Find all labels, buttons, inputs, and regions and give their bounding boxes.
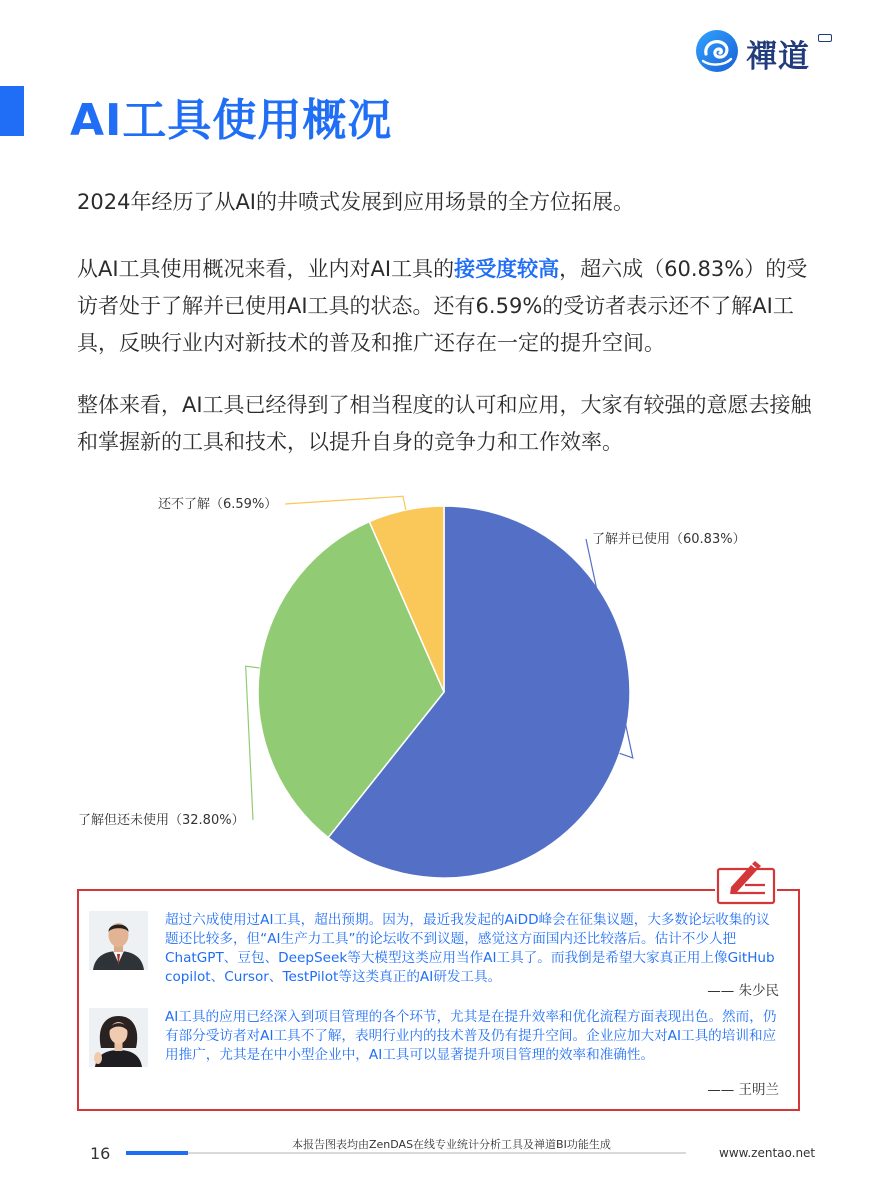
footer-note: 本报告图表均由ZenDAS在线专业统计分析工具及禅道BI功能生成 [292,1138,611,1151]
logo-cloud-icon [694,28,740,74]
pen-note-icon [715,859,777,907]
quote-text: 超过六成使用过AI工具，超出预期。因为，最近我发起的AiDD峰会在征集议题，大多数论坛收集的议题还比较多，但“AI生产力工具”的论坛收不到议题，感觉这方面国内还比较落后。估计不少人把ChatGPT、豆包、DeepSeek等大模型这类应用当作AI工具了。而我倒是希望大家真正用上像GitHub copilot、Cursor、TestPilot等这类真正的AI研发工具。 [165,912,775,985]
pie-chart [0,480,876,880]
avatar-wang [89,1008,148,1067]
quote-author: —— 王明兰 [707,1082,779,1098]
pie-slice-label: 还不了解（6.59%） [158,497,278,512]
person-male-icon [89,911,148,970]
paragraph-usage-highlight: 接受度较高 [454,257,560,281]
quote-author: —— 朱少民 [707,983,779,999]
zentao-logo [694,28,836,74]
expert-quotes-box [77,889,800,1111]
paragraph-intro: 2024年经历了从AI的井喷式发展到应用场景的全方位拓展。 [77,190,635,214]
logo-text: 禪道 [746,39,810,75]
footer-divider [126,1152,686,1154]
logo-tag-icon [818,34,832,42]
quote-text: AI工具的应用已经深入到项目管理的各个环节，尤其是在提升效率和优化流程方面表现出色。然而，仍有部分受访者对AI工具不了解，表明行业内的技术普及仍有提升空间。企业应加大对AI工具的培训和应用推广，尤其是在中小型企业中，AI工具可以显著提升项目管理的效率和准确性。 [165,1009,777,1063]
paragraph-usage-before: 从AI工具使用概况来看，业内对AI工具的 [77,257,455,281]
footer-divider-accent [126,1151,188,1155]
pie-label-leader [285,496,406,510]
footer-url: www.zentao.net [719,1146,816,1160]
paragraph-usage-after: ，超六成（60.83%）的受访者处于了解并已使用AI工具的状态。还有6.59%的受访者表示还不了解AI工具，反映行业内对新技术的普及和推广还存在一定的提升空间。 [77,257,808,355]
pie-slice-label: 了解并已使用（60.83%） [592,532,746,547]
title-accent-bar [0,86,24,136]
person-female-icon [89,1008,148,1067]
paragraph-summary: 整体来看，AI工具已经得到了相当程度的认可和应用，大家有较强的意愿去接触和掌握新的工具和技术，以提升自身的竞争力和工作效率。 [77,393,812,454]
paragraph-usage [77,251,817,362]
avatar-zhu [89,911,148,970]
page-title: AI工具使用概况 [70,95,393,146]
pie-slice-label: 了解但还未使用（32.80%） [78,813,245,828]
page-number: 16 [90,1144,111,1163]
